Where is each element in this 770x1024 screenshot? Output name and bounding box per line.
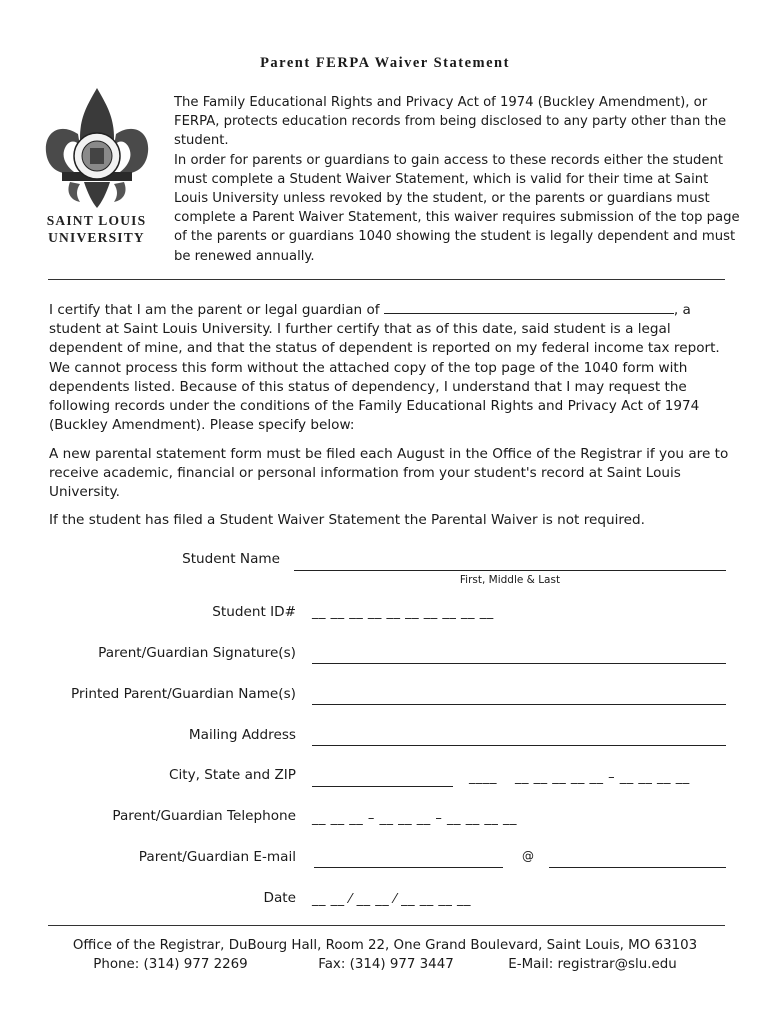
university-name-line2: UNIVERSITY: [48, 230, 145, 245]
date-label: Date: [263, 890, 296, 906]
university-name: [34, 212, 159, 246]
footer-address: Office of the Registrar, DuBourg Hall, Room 22, One Grand Boulevard, Saint Louis, MO 63103: [72, 938, 698, 953]
intro-paragraph-1: The Family Educational Rights and Privacy Act of 1974 (Buckley Amendment), or FERPA, protects education records from being disclosed to any party other than the student.: [174, 95, 727, 149]
intro-paragraph-2: In order for parents or guardians to gain access to these records either the student must complete a Student Waiver Statement, which is valid for their time at Saint Louis University unless revoked by the student, or the parents or guardians must complete a Parent Waiver Statement, this waiver requires submission of the top page of the parents or guardians 1040 showing the student is legally dependent and must be renewed annually.: [174, 152, 740, 264]
date-field[interactable]: __ __ ⁄ __ __ ⁄ __ __ __ __: [312, 892, 472, 907]
footer-fax: Fax: (314) 977 3447: [318, 957, 454, 972]
certify-text: I certify that I am the parent or legal guardian of , a student at Saint Louis University. I further certify that as of this date, said student is a legal dependent of mine, and that the status of dependent is reported on my federal income tax report. We cannot process this form without the attached copy of the top page of the 1040 form with dependents listed. Because of this status of dependency, I understand that I may request the following records under the conditions of the Family Educational Rights and Privacy Act of 1974 (Buckley Amendment). Please specify below:: [49, 302, 720, 434]
waiver-note: If the student has filed a Student Waiver Statement the Parental Waiver is not required.: [49, 512, 645, 528]
email-user-field[interactable]: [314, 867, 503, 868]
student-id-field[interactable]: __ __ __ __ __ __ __ __ __ __: [312, 605, 494, 620]
city-state-zip-label: City, State and ZIP: [168, 767, 296, 783]
signature-field[interactable]: [312, 663, 726, 664]
email-at-symbol: @: [522, 849, 534, 863]
zip-field[interactable]: __ __ __ __ __ – __ __ __ __: [515, 770, 690, 785]
student-name-label: Student Name: [182, 551, 280, 567]
mailing-address-label: Mailing Address: [188, 727, 296, 743]
email-domain-field[interactable]: [549, 867, 726, 868]
signature-label: Parent/Guardian Signature(s): [98, 645, 296, 661]
divider-top: [48, 279, 725, 280]
certify-lead: I certify that I am the parent or legal guardian of: [49, 302, 380, 318]
student-of-guardian-blank[interactable]: [384, 301, 674, 314]
telephone-label: Parent/Guardian Telephone: [112, 808, 296, 824]
footer: [0, 936, 770, 974]
notice-text: A new parental statement form must be filed each August in the Office of the Registrar if you are to receive academic, financial or personal information from your student's record at Saint Louis University.: [49, 446, 729, 501]
printed-name-field[interactable]: [312, 704, 726, 705]
telephone-field[interactable]: __ __ __ – __ __ __ – __ __ __ __: [312, 811, 517, 826]
page-title: Parent FERPA Waiver Statement: [260, 55, 510, 71]
divider-bottom: [48, 925, 725, 926]
mailing-address-field[interactable]: [312, 745, 726, 746]
student-name-hint: First, Middle & Last: [459, 574, 561, 586]
city-field[interactable]: [312, 786, 453, 787]
intro-text: [174, 93, 744, 266]
printed-name-label: Printed Parent/Guardian Name(s): [71, 686, 296, 702]
student-name-field[interactable]: [294, 570, 726, 571]
certify-rest: a student at Saint Louis University. I further certify that as of this date, said student is a legal dependent of mine, and that the status of dependent is reported on my federal income tax report. We cannot process this form without the attached copy of the top page of the 1040 form with dependents listed. Because of this status of dependency, I understand that I may request the following records under the conditions of the Family Educational Rights and Privacy Act of 1974 (Buckley Amendment). Please specify below:: [49, 302, 720, 434]
footer-email: E-Mail: registrar@slu.edu: [508, 957, 677, 972]
university-name-line1: SAINT LOUIS: [46, 213, 147, 228]
student-id-label: Student ID#: [212, 604, 296, 620]
email-label: Parent/Guardian E-mail: [138, 849, 296, 865]
state-field[interactable]: ____: [469, 770, 497, 785]
footer-phone: Phone: (314) 977 2269: [93, 957, 248, 972]
